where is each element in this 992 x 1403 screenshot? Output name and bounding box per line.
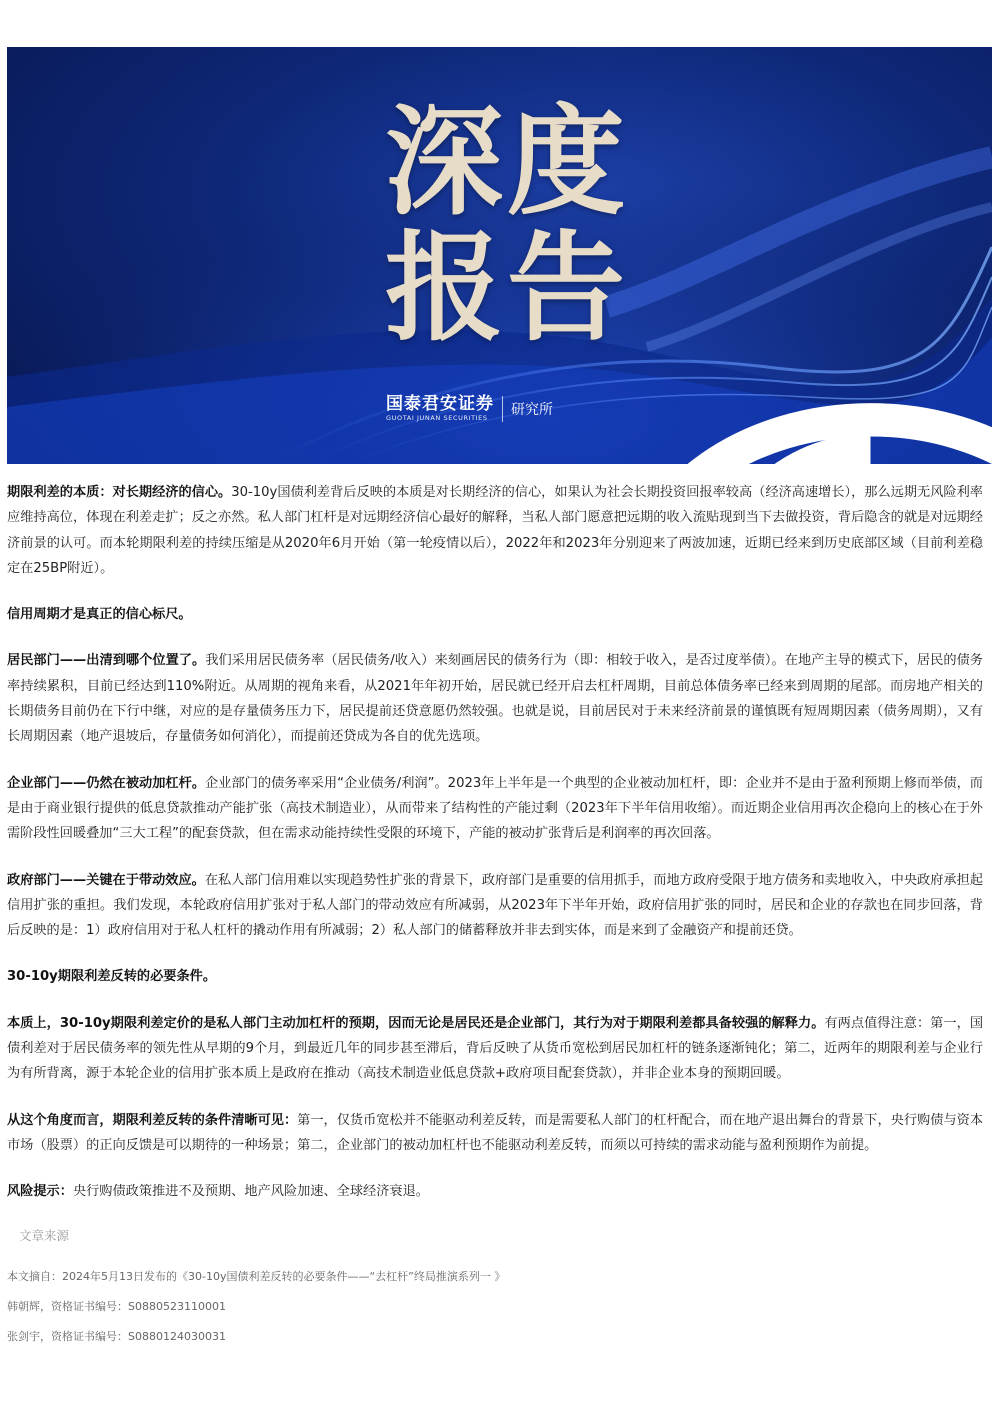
brand-divider <box>502 396 503 422</box>
paragraph-text: 30-10y国债利差背后反映的本质是对长期经济的信心，如果认为社会长期投资回报率较高（经济高速增长），那么远期无风险利率应维持高位，体现在利差走扩；反之亦然。私人部门杠杆是对远期经济信心最好的解释，当私人部门愿意把远期的收入流贴现到当下去做投资，背后隐含的就是对远期经济前景的认可。而本轮期限利差的持续压缩是从2020年6月开始（第一轮疫情以后），2022年和2023年分别迎来了两波加速，近期已经来到历史底部区域（目前利差稳定在25BP附近）。 <box>7 485 983 576</box>
source-label: 文章来源 <box>19 1227 70 1243</box>
paragraph-text: 企业部门的债务率采用“企业债务/利润”。2023年上半年是一个典型的企业被动加杠杆，即：企业并不是由于盈利预期上修而举债，而是由于商业银行提供的低息贷款推动产能扩张（高技术制造业），从而带来了结构性的产能过剩（2023年下半年信用收缩）。而近期企业信用再次企稳向上的核心在于外需阶段性回暖叠加“三大工程”的配套贷款，但在需求动能持续性受限的环境下，产能的被动扩张背后是利润率的再次回落。 <box>7 775 983 842</box>
paragraph-heading: 从这个角度而言，期限利差反转的条件清晰可见： <box>7 1112 298 1128</box>
brand-unit: 研究所 <box>511 402 553 418</box>
paragraph-text: 有两点值得注意：第一，国债利差对于居民债务率的领先性从早期的9个月，到最近几年的同步甚至滞后，背后反映了从货币宽松到居民加杠杆的链条逐渐钝化；第二，近两年的期限利差与企业行为有所背离，源于本轮企业的信用扩张本质上是政府在推动（高技术制造业低息贷款+政府项目配套贷款），并非企业本身的预期回暖。 <box>7 1015 983 1082</box>
paragraph-reversal-clear <box>7 1108 983 1159</box>
author-1: 韩朝辉，资格证书编号：S0880523110001 <box>7 1299 226 1313</box>
paragraph-risk-warning <box>7 1179 983 1204</box>
article-body <box>7 480 983 1352</box>
paragraph-heading: 信用周期才是真正的信心标尺。 <box>7 607 192 623</box>
paragraph-heading: 期限利差的本质：对长期经济的信心。 <box>7 485 232 500</box>
brand-name-en: GUOTAI JUNAN SECURITIES <box>386 414 488 422</box>
banner-title-line1: 深度 <box>385 92 630 231</box>
brand-lockup <box>378 392 553 426</box>
paragraph-heading: 30-10y期限利差反转的必要条件。 <box>7 969 217 985</box>
paragraph-reversal-conditions <box>7 964 983 989</box>
paragraph-text: 央行购债政策推进不及预期、地产风险加速、全球经济衰退。 <box>72 1184 429 1200</box>
paragraph-pricing-essence <box>7 1011 983 1087</box>
paragraph-text: 第一，仅货币宽松并不能驱动利差反转，而是需要私人部门的杠杆配合，而在地产退出舞台的背景下，央行购债与资本市场（股票）的正向反馈是可以期待的一种场景；第二，企业部门的被动加杠杆也不能驱动利差反转，而须以可持续的需求动能与盈利预期作为前提。 <box>7 1112 984 1153</box>
paragraph-household-sector <box>7 648 983 749</box>
paragraph-heading: 企业部门——仍然在被动加杠杆。 <box>7 775 206 791</box>
paragraph-heading: 居民部门——出清到哪个位置了。 <box>7 653 206 669</box>
banner-title <box>385 92 635 357</box>
paragraph-corporate-sector <box>7 771 983 847</box>
paragraph-text: 我们采用居民债务率（居民债务/收入）来刻画居民的债务行为（即：相较于收入，是否过度举债）。在地产主导的模式下，居民的债务率持续累积，目前已经达到110%附近。从周期的视角来看，从2021年年初开始，居民就已经开启去杠杆周期，目前总体债务率已经来到周期的尾部。而房地产相关的长期债务目前仍在下行中继，对应的是存量债务压力下，居民提前还贷意愿仍然较强。也就是说，目前居民对于未来经济前景的谨慎既有短周期因素（债务周期），又有长周期因素（地产退坡后，存量债务如何消化），而提前还贷成为各自的优先选项。 <box>7 653 983 745</box>
cover-banner <box>7 47 992 464</box>
author-2: 张剑宇，资格证书编号：S0880124030031 <box>7 1329 226 1343</box>
paragraph-credit-cycle <box>7 602 983 627</box>
paragraph-government-sector <box>7 868 983 944</box>
paragraph-term-spread-essence <box>7 480 983 581</box>
paragraph-heading: 本质上，30-10y期限利差定价的是私人部门主动加杠杆的预期，因而无论是居民还是企业部门，其行为对于期限利差都具备较强的解释力。 <box>7 1015 825 1031</box>
guotai-junan-logo-icon <box>378 392 992 464</box>
brand-name-cn: 国泰君安证券 <box>386 394 494 414</box>
source-excerpt: 本文摘自：2024年5月13日发布的《30-10y国债利差反转的必要条件——“去杠杆”终局推演系列一 》 <box>7 1269 506 1283</box>
paragraph-heading: 政府部门——关键在于带动效应。 <box>7 872 205 888</box>
paragraph-heading: 风险提示： <box>7 1184 73 1200</box>
banner-title-line2: 报告 <box>385 218 630 357</box>
paragraph-text: 在私人部门信用难以实现趋势性扩张的背景下，政府部门是重要的信用抓手，而地方政府受限于地方债务和卖地收入，中央政府承担起信用扩张的重担。我们发现，本轮政府信用扩张对于私人部门的带动效应有所减弱，从2023年下半年开始，政府信用扩张的同时，居民和企业的存款也在同步回落，背后反映的是：1）政府信用对于私人杠杆的撬动作用有所减弱；2）私人部门的储蓄释放并非去到实体，而是来到了金融资产和提前还贷。 <box>7 872 984 939</box>
